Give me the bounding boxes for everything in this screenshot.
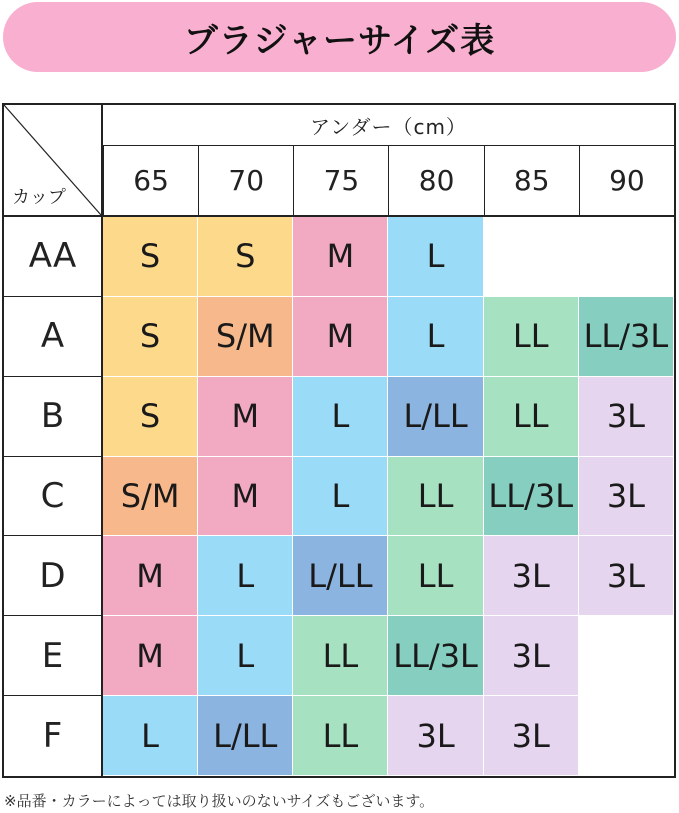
column-header-75: 75 xyxy=(293,146,388,217)
size-cell: M xyxy=(198,457,293,537)
table-corner xyxy=(4,105,103,217)
size-cell: 3L xyxy=(484,616,579,696)
footnote: ※品番・カラーによっては取り扱いのないサイズもございます。 xyxy=(4,792,435,810)
size-cell: 3L xyxy=(579,536,674,616)
size-cell: L/LL xyxy=(388,377,483,457)
size-cell: L xyxy=(388,217,483,297)
size-cell: M xyxy=(103,536,198,616)
size-cell: LL/3L xyxy=(484,457,579,537)
column-header-85: 85 xyxy=(484,146,579,217)
size-cell: M xyxy=(103,616,198,696)
size-cell: LL xyxy=(484,297,579,377)
row-header-a: A xyxy=(4,297,103,377)
size-cell xyxy=(484,217,579,297)
size-cell: LL/3L xyxy=(579,297,674,377)
size-cell: S/M xyxy=(103,457,198,537)
size-cell: 3L xyxy=(484,536,579,616)
size-cell: L xyxy=(293,377,388,457)
row-header-f: F xyxy=(4,696,103,776)
title-banner xyxy=(3,2,676,72)
size-cell: 3L xyxy=(579,457,674,537)
column-header-70: 70 xyxy=(198,146,293,217)
size-cell: L xyxy=(198,616,293,696)
size-cell: M xyxy=(293,297,388,377)
size-cell: L/LL xyxy=(198,696,293,776)
row-header-aa: AA xyxy=(4,217,103,297)
column-header-80: 80 xyxy=(388,146,483,217)
size-cell: L xyxy=(293,457,388,537)
size-cell: S xyxy=(103,297,198,377)
size-cell: 3L xyxy=(484,696,579,776)
size-cell: S/M xyxy=(198,297,293,377)
size-cell: L xyxy=(388,297,483,377)
size-cell: 3L xyxy=(579,377,674,457)
size-cell: LL xyxy=(293,696,388,776)
size-cell: S xyxy=(103,217,198,297)
row-header-e: E xyxy=(4,616,103,696)
size-cell: LL xyxy=(293,616,388,696)
column-header-90: 90 xyxy=(579,146,674,217)
size-table xyxy=(2,103,676,778)
column-header-65: 65 xyxy=(103,146,198,217)
size-cell: L xyxy=(198,536,293,616)
size-cell: S xyxy=(198,217,293,297)
cup-header: カップ xyxy=(12,187,66,208)
row-header-c: C xyxy=(4,457,103,537)
size-cell: LL/3L xyxy=(388,616,483,696)
row-header-d: D xyxy=(4,536,103,616)
size-cell: L/LL xyxy=(293,536,388,616)
size-cell: L xyxy=(103,696,198,776)
under-header: アンダー（cm） xyxy=(103,105,674,146)
row-header-b: B xyxy=(4,377,103,457)
size-cell: LL xyxy=(388,536,483,616)
page-title: ブラジャーサイズ表 xyxy=(183,20,496,61)
size-cell: LL xyxy=(484,377,579,457)
size-cell: 3L xyxy=(388,696,483,776)
size-cell: LL xyxy=(388,457,483,537)
size-cell xyxy=(579,696,674,776)
size-cell: S xyxy=(103,377,198,457)
size-cell: M xyxy=(293,217,388,297)
size-cell xyxy=(579,217,674,297)
size-cell: M xyxy=(198,377,293,457)
size-cell xyxy=(579,616,674,696)
